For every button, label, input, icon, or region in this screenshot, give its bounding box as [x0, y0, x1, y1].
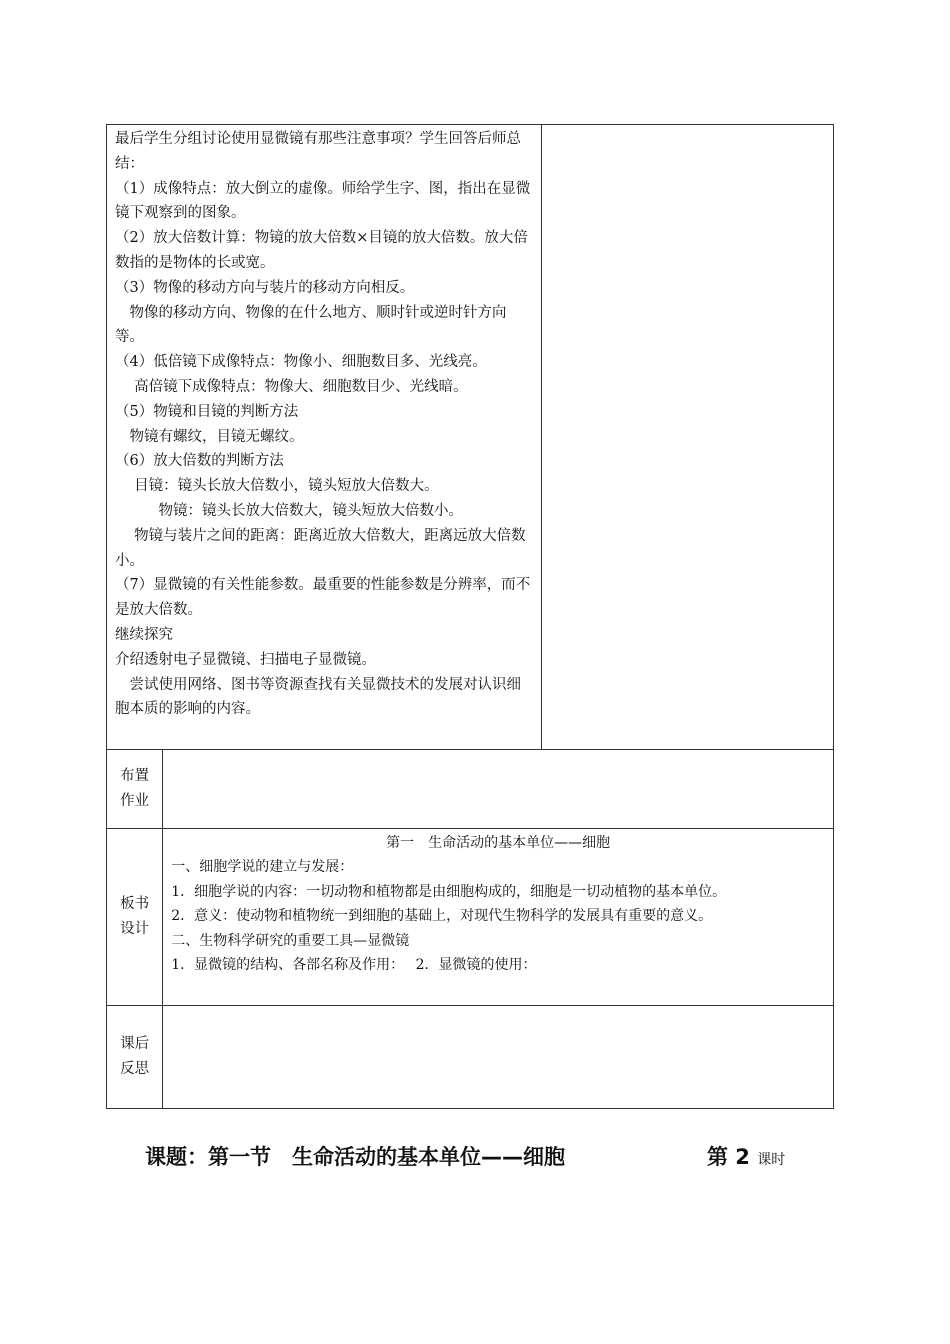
board-line: 一、细胞学说的建立与发展： — [171, 859, 354, 875]
course-title-main: 课题：第一节 生命活动的基本单位——细胞 — [145, 1145, 565, 1169]
reflection-label: 课后 反思 — [107, 1006, 163, 1109]
process-line: （3）物像的移动方向与装片的移动方向相反。 — [115, 279, 415, 296]
process-line: 最后学生分组讨论使用显微镜有那些注意事项？学生回答后师总结： — [115, 131, 521, 172]
course-title — [145, 1141, 845, 1173]
board-design-label: 板书 设计 — [107, 829, 163, 1006]
process-line: 尝试使用网络、图书等资源查找有关显微技术的发展对认识细胞本质的影响的内容。 — [115, 676, 521, 718]
board-title: 第一 生命活动的基本单位——细胞 — [386, 835, 611, 851]
process-line: 高倍镜下成像特点：物像大、细胞数目少、光线暗。 — [115, 378, 468, 395]
teaching-process-cell — [107, 125, 542, 750]
process-line: （2）放大倍数计算：物镜的放大倍数×目镜的放大倍数。放大倍数指的是物体的长或宽。 — [115, 230, 528, 271]
homework-content — [163, 750, 834, 829]
process-line: （4）低倍镜下成像特点：物像小、细胞数目多、光线亮。 — [115, 354, 487, 371]
board-design-content — [163, 829, 834, 1006]
reflection-content — [163, 1006, 834, 1109]
process-line: 物像的移动方向、物像的在什么地方、顺时针或逆时针方向等。 — [115, 304, 507, 346]
process-line: 目镜：镜头长放大倍数小，镜头短放大倍数大。 — [115, 478, 439, 495]
process-line: （1）成像特点：放大倒立的虚像。师给学生字、图，指出在显微镜下观察到的图象。 — [115, 180, 531, 222]
board-line: 1．显微镜的结构、各部名称及作用： 2．显微镜的使用： — [171, 957, 537, 973]
board-design-row — [107, 829, 834, 1006]
board-line: 二、生物科学研究的重要工具—显微镜 — [171, 932, 410, 949]
process-line: 介绍透射电子显微镜、扫描电子显微镜。 — [115, 651, 376, 668]
process-line: 物镜有螺纹，目镜无螺纹。 — [115, 428, 304, 445]
homework-label: 布置 作业 — [107, 750, 163, 829]
teaching-process-row — [107, 125, 834, 750]
board-line: 1．细胞学说的内容：一切动物和植物都是由细胞构成的，细胞是一切动植物的基本单位。 — [171, 883, 727, 900]
lesson-plan-table — [106, 124, 834, 1109]
lesson-unit: 课时 — [757, 1152, 786, 1168]
board-line: 2．意义：使动物和植物统一到细胞的基础上，对现代生物科学的发展具有重要的意义。 — [171, 908, 713, 924]
homework-row — [107, 750, 834, 829]
process-line: 物镜：镜头长放大倍数大，镜头短放大倍数小。 — [115, 502, 463, 519]
process-line: 物镜与装片之间的距离：距离近放大倍数大，距离远放大倍数小。 — [115, 527, 526, 569]
lesson-number: 第 2 课时 — [707, 1145, 786, 1169]
reflection-row — [107, 1006, 834, 1109]
process-line: 继续探究 — [115, 626, 173, 643]
process-line: （6）放大倍数的判断方法 — [115, 453, 284, 470]
process-line: （7）显微镜的有关性能参数。最重要的性能参数是分辨率，而不是放大倍数。 — [115, 577, 531, 619]
notes-cell — [541, 125, 833, 750]
process-line: （5）物镜和目镜的判断方法 — [115, 403, 299, 420]
